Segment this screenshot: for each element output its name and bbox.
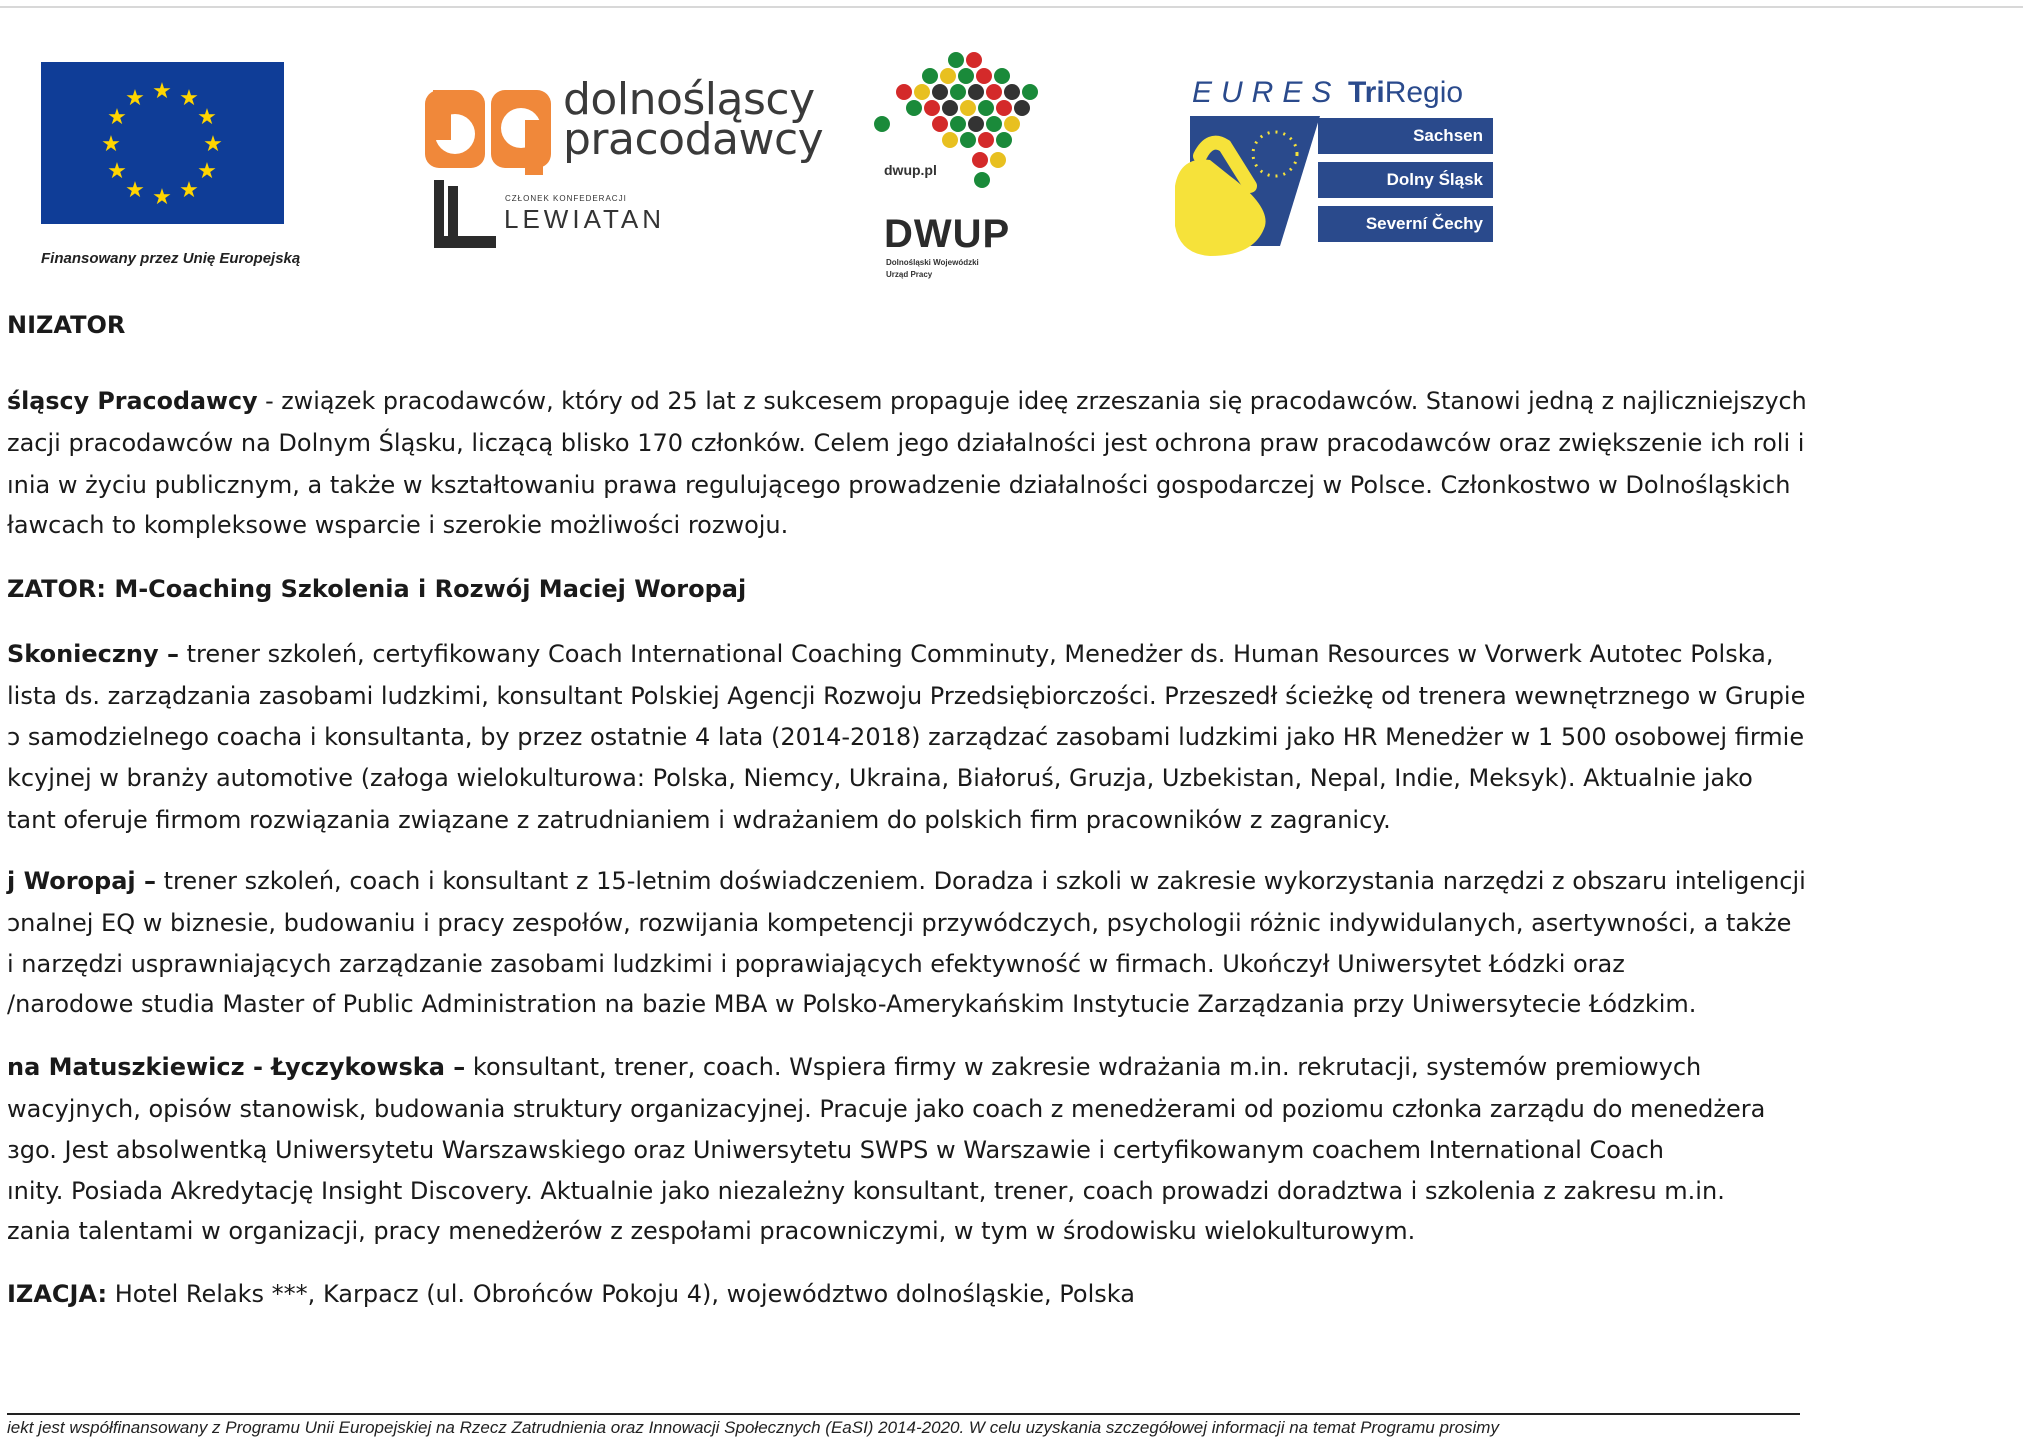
dwup-url: dwup.pl	[884, 162, 937, 178]
dp-name-line1: dolnośląscy	[563, 74, 815, 125]
person1-line-4: kcyjnej w branży automotive (załoga wielokulturowa: Polska, Niemcy, Ukraina, Białoruś, Gruzja, Uzbekistan, Nepal, Indie, Meksyk). Aktualnie jako	[7, 764, 1753, 792]
svg-text:★: ★	[125, 178, 145, 203]
svg-text:★: ★	[179, 86, 199, 111]
location-text: Hotel Relaks ***, Karpacz (ul. Obrońców Pokoju 4), województwo dolnośląskie, Polska	[107, 1280, 1135, 1308]
eures-region-dolny-slask: Dolny Śląsk	[1318, 162, 1493, 198]
triregio-regio: Regio	[1384, 76, 1464, 109]
footer-rule	[7, 1413, 1800, 1415]
person1-name: Skonieczny –	[7, 640, 179, 668]
dwup-subtitle-line1: Dolnośląski Wojewódzki	[886, 258, 979, 267]
footer-footnote: iekt jest współfinansowany z Programu Unii Europejskiej na Rzecz Zatrudnienia oraz Innowacji Społecznych (EaSI) 2014-2020. W celu uzyskania szczegółowej informacji na temat Programu prosimy	[7, 1418, 1499, 1437]
person2-line-3: i narzędzi usprawniających zarządzanie zasobami ludzkimi i poprawiających efektywność w firmach. Ukończył Uniwersytet Łódzki oraz	[7, 950, 1625, 978]
svg-text:★: ★	[203, 132, 223, 157]
person1-line-2: lista ds. zarządzania zasobami ludzkimi, konsultant Polskiej Agencji Rozwoju Przedsiębiorczości. Przeszedł ścieżkę od trenera wewnętrznego w Grupie	[7, 682, 1806, 710]
svg-text:★: ★	[107, 159, 127, 184]
lewiatan-mark-icon	[430, 180, 500, 252]
person2-line-1	[7, 867, 1806, 895]
svg-text:★: ★	[197, 105, 217, 130]
organizer-heading: NIZATOR	[7, 311, 126, 339]
dp-name	[563, 74, 824, 165]
dwup-hexagon-map-icon	[870, 50, 1060, 210]
eu-stars-icon	[41, 62, 284, 224]
person2-line-1-text: trener szkoleń, coach i konsultant z 15-letnim doświadczeniem. Doradza i szkoli w zakresie wykorzystania narzędzi z obszaru inteligencji	[155, 867, 1806, 895]
organizer-label: śląscy Pracodawcy	[7, 387, 258, 415]
eures-region-severni-cechy: Severní Čechy	[1318, 206, 1493, 242]
eures-triregio-logo	[1170, 78, 1510, 248]
svg-text:★: ★	[152, 185, 172, 210]
person3-name: na Matuszkiewicz - Łyczykowska –	[7, 1053, 466, 1081]
svg-text:★: ★	[152, 79, 172, 104]
location-label: IZACJA:	[7, 1280, 108, 1308]
eures-region-sachsen: Sachsen	[1318, 118, 1493, 154]
person2-line-2: ɔnalnej EQ w biznesie, budowaniu i pracy zespołów, rozwijania kompetencji przywódczych, psychologii różnic indywidulanych, asertywności, a także	[7, 909, 1792, 937]
eu-caption: Finansowany przez Unię Europejską	[41, 250, 301, 267]
dp-mark-icon	[425, 90, 555, 180]
svg-text:★: ★	[125, 86, 145, 111]
dwup-logo	[870, 50, 1070, 290]
top-rule	[0, 6, 2023, 8]
dwup-acronym: DWUP	[884, 212, 1011, 256]
svg-text:★: ★	[197, 159, 217, 184]
eu-flag-icon	[41, 62, 284, 224]
person2-line-4: /narodowe studia Master of Public Administration na bazie MBA w Polsko-Amerykańskim Instytucie Zarządzania przy Uniwersytecie Łódzkim.	[7, 990, 1697, 1018]
dwup-subtitle-line2: Urząd Pracy	[886, 270, 933, 279]
organizer-line-4: ławcach to kompleksowe wsparcie i szerokie możliwości rozwoju.	[7, 511, 789, 539]
person2-name: j Woropaj –	[7, 867, 156, 895]
triregio-wordmark	[1348, 76, 1463, 110]
organizer-line-3: ınia w życiu publicznym, a także w kształtowaniu prawa regulującego prowadzenie działalności gospodarczej w Polsce. Członkostwo w Dolnośląskich	[7, 471, 1791, 499]
eures-wordmark: EURES	[1192, 76, 1341, 109]
person3-line-1	[7, 1053, 1701, 1081]
dp-member-text: CZŁONEK KONFEDERACJI	[505, 194, 627, 203]
person1-line-1-text: trener szkoleń, certyfikowany Coach International Coaching Comminuty, Menedżer ds. Human Resources w Vorwerk Autotec Polska,	[178, 640, 1774, 668]
person3-line-2: wacyjnych, opisów stanowisk, budowania struktury organizacyjnej. Pracuje jako coach z menedżerami od poziomu członka zarządu do menedżera	[7, 1095, 1766, 1123]
organizer-line-1-text: - związek pracodawców, który od 25 lat z sukcesem propaguje ideę zrzeszania się pracodawców. Stanowi jedną z najliczniejszych	[257, 387, 1807, 415]
person3-line-5: zania talentami w organizacji, pracy menedżerów z zespołami pracowniczymi, w tym w środowisku wielokulturowym.	[7, 1217, 1416, 1245]
dp-name-line2: pracodawcy	[563, 114, 824, 165]
person1-line-5: tant oferuje firmom rozwiązania związane z zatrudnianiem i wdrażaniem do polskich firm pracowników z zagranicy.	[7, 806, 1391, 834]
svg-text:★: ★	[179, 178, 199, 203]
location-line	[7, 1280, 1135, 1308]
svg-text:★: ★	[101, 132, 121, 157]
person3-line-3: ɜgo. Jest absolwentką Uniwersytetu Warszawskiego oraz Uniwersytetu SWPS w Warszawie i certyfikowanym coachem International Coach	[7, 1136, 1664, 1164]
person1-line-1	[7, 640, 1774, 668]
person3-line-1-text: konsultant, trener, coach. Wspiera firmy w zakresie wdrażania m.in. rekrutacji, systemów premiowych	[465, 1053, 1702, 1081]
organizer-line-2: zacji pracodawców na Dolnym Śląsku, liczącą blisko 170 członków. Celem jego działalności jest ochrona praw pracodawców oraz zwiększenie ich roli i	[7, 429, 1805, 457]
person1-line-3: ɔ samodzielnego coacha i konsultanta, by przez ostatnie 4 lata (2014-2018) zarządzać zasobami ludzkimi jako HR Menedżer w 1 500 osobowej firmie	[7, 723, 1805, 751]
dolnoslascy-pracodawcy-logo	[425, 74, 845, 260]
organizer-line-1	[7, 387, 1807, 415]
person3-line-4: ınity. Posiada Akredytację Insight Discovery. Aktualnie jako niezależny konsultant, trener, coach prowadzi doradztwa i szkolenia z zakresu m.in.	[7, 1177, 1725, 1205]
lewiatan-text: LEWIATAN	[504, 204, 666, 234]
realizator-heading: ZATOR: M-Coaching Szkolenia i Rozwój Maciej Woropaj	[7, 575, 747, 603]
triregio-tri: Tri	[1348, 76, 1385, 109]
eures-hand-icon	[1170, 116, 1330, 266]
svg-text:★: ★	[107, 105, 127, 130]
